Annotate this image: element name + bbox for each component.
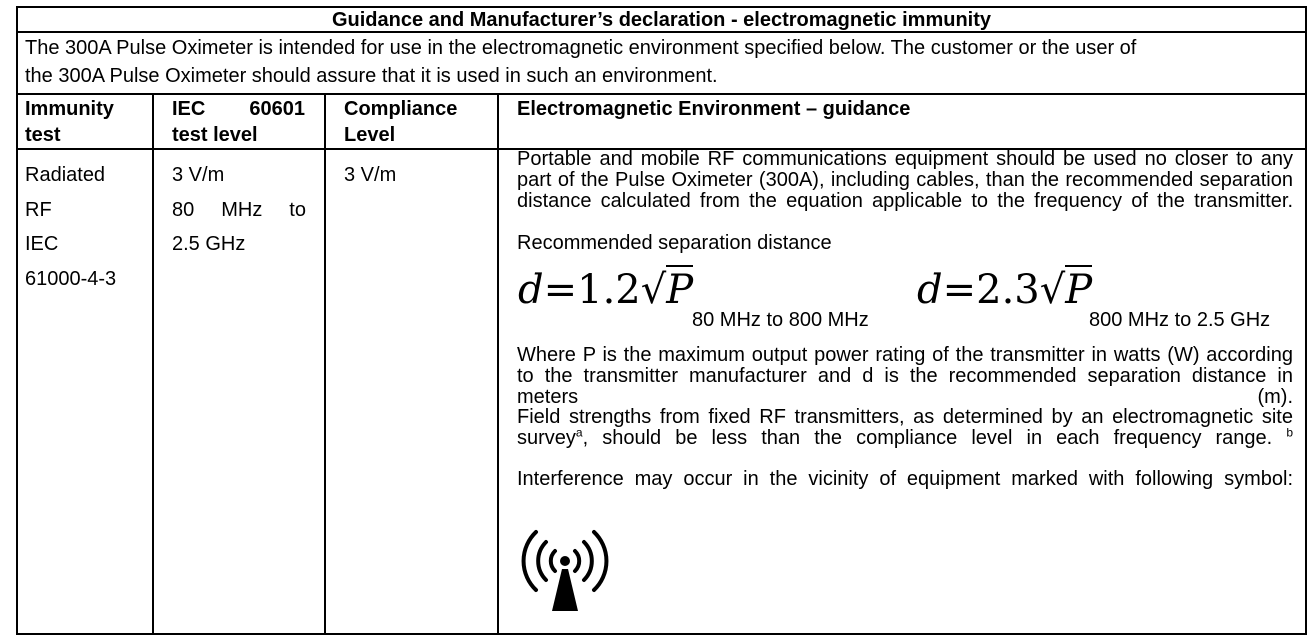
guidance-paragraph-5: Interference may occur in the vicinity of equipment marked with following symbol: (517, 468, 1293, 490)
non-ionizing-radiation-icon (518, 523, 612, 615)
guidance-paragraph-2: Recommended separation distance (517, 232, 832, 254)
header-immunity-test: Immunity test (25, 98, 114, 146)
column-divider (152, 95, 154, 633)
table-title: Guidance and Manufacturer’s declaration - electromagnetic immunity (331, 9, 992, 31)
formula-1-range: 80 MHz to 800 MHz (692, 309, 869, 331)
header-compliance-level: Compliance Level (344, 98, 458, 146)
formula-2-range: 800 MHz to 2.5 GHz (1089, 309, 1271, 331)
intro-line-2: the 300A Pulse Oximeter should assure that it is used in such an environment. (25, 65, 718, 87)
header-guidance: Electromagnetic Environment – guidance (517, 98, 911, 120)
emc-immunity-table (16, 6, 1307, 635)
formula-1: d=1.2√P (518, 267, 694, 313)
column-divider (324, 95, 326, 633)
column-divider (497, 95, 499, 633)
divider (18, 93, 1305, 95)
formula-2: d=2.3√P (917, 267, 1093, 313)
header-iec-test-level: IEC 60601 test level (172, 98, 305, 146)
guidance-paragraph-3: Where P is the maximum output power rating of the transmitter in watts (W) according to the transmitter manufacturer and d is the recommended separation distance in meters (m). (517, 344, 1293, 408)
compliance-level-cell: 3 V/m (344, 164, 397, 186)
intro-line-1: The 300A Pulse Oximeter is intended for use in the electromagnetic environment specified below. The customer or the user of (25, 37, 1137, 59)
guidance-paragraph-1: Portable and mobile RF communications equipment should be used no closer to any part of the Pulse Oximeter (300A), including cables, than the recommended separation distance calculated from the equation applicable to the frequency of the transmitter. (517, 148, 1293, 212)
immunity-test-cell: Radiated RF IEC 61000-4-3 (25, 164, 117, 290)
guidance-paragraph-4: Field strengths from fixed RF transmitters, as determined by an electromagnetic site survey$^a$, should be less than the compliance level in each frequency range. $^b$ (517, 406, 1293, 449)
test-level-cell: 3 V/m 80 MHz to 2.5 GHz (172, 164, 306, 255)
